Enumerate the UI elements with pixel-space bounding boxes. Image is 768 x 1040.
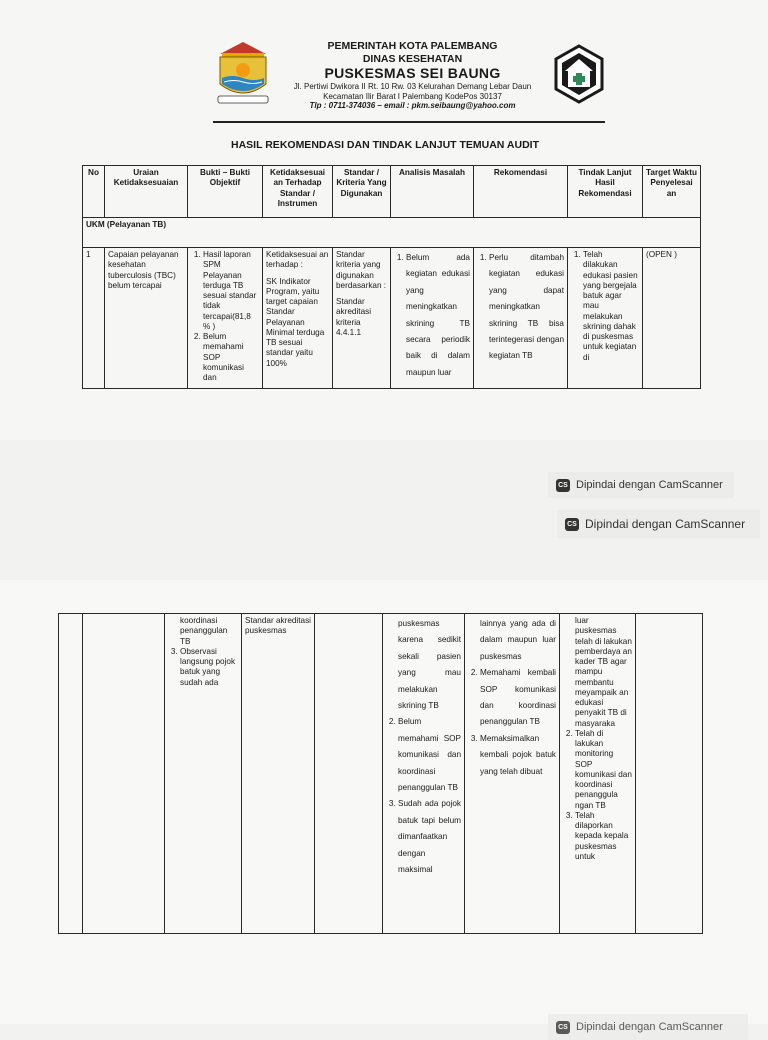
cell-analisis bbox=[383, 614, 465, 934]
camscanner-label: Dipindai dengan CamScanner bbox=[576, 1021, 723, 1033]
cell-standar bbox=[333, 248, 391, 389]
letterhead-address-1: Jl. Pertiwi Dwikora II Rt. 10 Rw. 03 Kelurahan Demang Lebar Daun bbox=[293, 81, 532, 91]
bukti-list-cont bbox=[168, 647, 238, 688]
cell-ketidaksesuaian bbox=[263, 248, 333, 389]
bukti-item-2: 2. Belum memahami SOP komunikasi dan bbox=[203, 332, 259, 383]
cell-no bbox=[59, 614, 83, 934]
letterhead-divider bbox=[213, 121, 605, 123]
bukti-item-1: 1. Hasil laporan SPM Pelayanan terduga TB sesuai standar tidak tercapai(81,8 % ) bbox=[203, 250, 259, 332]
letterhead-address-2: Kecamatan Ilir Barat I Palembang KodePos 30137 bbox=[323, 91, 502, 101]
col-header-no: No bbox=[83, 166, 105, 218]
ketidaksesuaian-detail: SK Indikator Program, yaitu target capaian Standar Pelayanan Minimal terduga TB sesuai standar yaitu 100% bbox=[266, 276, 325, 368]
analisis-list bbox=[394, 250, 470, 381]
cell-rekomendasi bbox=[465, 614, 560, 934]
rekomendasi-item-1: 1. Perlu ditambah kegiatan edukasi yang dapat meningkatkan skrining TB bisa terintegerasi dengan kegiatan TB bbox=[489, 250, 564, 365]
col-header-target: Target Waktu Penyelesai an bbox=[643, 166, 701, 218]
analisis-item-2: 2. Belum memahami SOP komunikasi dan koordinasi penanggulan TB bbox=[398, 714, 461, 796]
bukti-item-2-cont: koordinasi penanggulan TB bbox=[180, 616, 228, 646]
camscanner-watermark bbox=[548, 1014, 748, 1040]
tindak-lanjut-list bbox=[571, 250, 639, 363]
table-row bbox=[83, 248, 701, 389]
camscanner-label: Dipindai dengan CamScanner bbox=[576, 479, 723, 491]
bukti-item-3: 3. Observasi langsung pojok batuk yang sudah ada bbox=[180, 647, 238, 688]
puskesmas-logo-icon bbox=[553, 44, 605, 104]
rekomendasi-list-cont bbox=[468, 665, 556, 780]
col-header-analisis: Analisis Masalah bbox=[391, 166, 474, 218]
camscanner-label: Dipindai dengan CamScanner bbox=[585, 517, 746, 531]
letterhead bbox=[280, 40, 545, 111]
cell-target bbox=[636, 614, 703, 934]
rekomendasi-item-3: 3. Memaksimalkan kembali pojok batuk yang telah dibuat bbox=[480, 731, 556, 780]
standar-intro: Standar kriteria yang digunakan berdasarkan : bbox=[336, 250, 387, 290]
cell-rekomendasi bbox=[474, 248, 568, 389]
letterhead-contact: Tlp : 0711-374036 – email : pkm.seibaung@yahoo.com bbox=[309, 101, 516, 111]
cell-tindak-lanjut bbox=[568, 248, 643, 389]
palembang-city-emblem-icon bbox=[212, 40, 274, 108]
analisis-item-1-cont: puskesmas karena sedikit sekali pasien yang mau melakukan skrining TB bbox=[398, 619, 461, 711]
cell-ketidaksesuaian: Standar akreditasi puskesmas bbox=[242, 614, 315, 934]
tindak-lanjut-item-2: 2. Telah di lakukan monitoring SOP komunikasi dan koordinasi penanggula ngan TB bbox=[575, 729, 632, 811]
col-header-bukti: Bukti – Bukti Objektif bbox=[188, 166, 263, 218]
col-header-uraian: Uraian Ketidaksesuaian bbox=[105, 166, 188, 218]
ketidaksesuaian-intro: Ketidaksesuai an terhadap : bbox=[266, 250, 329, 270]
letterhead-government: PEMERINTAH KOTA PALEMBANG bbox=[327, 40, 498, 52]
col-header-standar: Standar / Kriteria Yang Digunakan bbox=[333, 166, 391, 218]
col-header-ketidaksesuaian: Ketidaksesuai an Terhadap Standar / Instrumen bbox=[263, 166, 333, 218]
rekomendasi-list bbox=[477, 250, 564, 365]
analisis-item-3: 3. Sudah ada pojok batuk tapi belum dimanfaatkan dengan maksimal bbox=[398, 796, 461, 878]
camscanner-icon: CS bbox=[556, 479, 570, 492]
audit-table-part-1 bbox=[82, 165, 701, 389]
tindak-lanjut-list-cont bbox=[563, 729, 632, 862]
cell-bukti bbox=[188, 248, 263, 389]
cell-standar bbox=[315, 614, 383, 934]
audit-table-part-2 bbox=[58, 613, 703, 934]
tindak-lanjut-item-3: 3. Telah dilaporkan kepada kepala puskesmas untuk bbox=[575, 811, 632, 862]
cell-uraian bbox=[83, 614, 165, 934]
camscanner-icon: CS bbox=[556, 1021, 570, 1034]
rekomendasi-item-2: 2. Memahami kembali SOP komunikasi dan koordinasi penanggulan TB bbox=[480, 665, 556, 731]
letterhead-institution: PUSKESMAS SEI BAUNG bbox=[324, 65, 501, 82]
rekomendasi-item-1-cont: lainnya yang ada di dalam maupun luar puskesmas bbox=[480, 619, 556, 661]
standar-detail: Standar akreditasi kriteria 4.4.1.1 bbox=[336, 297, 372, 337]
cell-analisis bbox=[391, 248, 474, 389]
camscanner-icon: CS bbox=[565, 518, 579, 531]
col-header-tindak-lanjut: Tindak Lanjut Hasil Rekomendasi bbox=[568, 166, 643, 218]
bukti-list bbox=[191, 250, 259, 383]
cell-uraian: Capaian pelayanan kesehatan tuberculosis (TBC) belum tercapai bbox=[105, 248, 188, 389]
table-row-continued bbox=[59, 614, 703, 934]
section-row bbox=[83, 218, 701, 248]
tindak-lanjut-item-1: 1. Telah dilakukan edukasi pasien yang bergejala batuk agar mau melakukan skrining dahak di puskesmas untuk kegiatan di bbox=[583, 250, 639, 363]
letterhead-agency: DINAS KESEHATAN bbox=[362, 52, 463, 65]
table-header-row bbox=[83, 166, 701, 218]
cell-tindak-lanjut bbox=[560, 614, 636, 934]
analisis-item-1: 1. Belum ada kegiatan edukasi yang meningkatkan skrining TB secara periodik baik di dalam maupun luar bbox=[406, 250, 470, 381]
analisis-list-cont bbox=[386, 714, 461, 878]
cell-bukti bbox=[165, 614, 242, 934]
tindak-lanjut-item-1-cont: luar puskesmas telah di lakukan pemberdaya an kader TB agar mampu membantu meyampaik an edukasi penyakit TB di masyaraka bbox=[575, 616, 632, 728]
camscanner-watermark bbox=[548, 472, 734, 498]
cell-target: (OPEN ) bbox=[643, 248, 701, 389]
cell-no: 1 bbox=[83, 248, 105, 389]
col-header-rekomendasi: Rekomendasi bbox=[474, 166, 568, 218]
document-title: HASIL REKOMENDASI DAN TINDAK LANJUT TEMUAN AUDIT bbox=[231, 139, 539, 151]
section-label: UKM (Pelayanan TB) bbox=[83, 218, 701, 248]
camscanner-watermark bbox=[557, 510, 760, 538]
